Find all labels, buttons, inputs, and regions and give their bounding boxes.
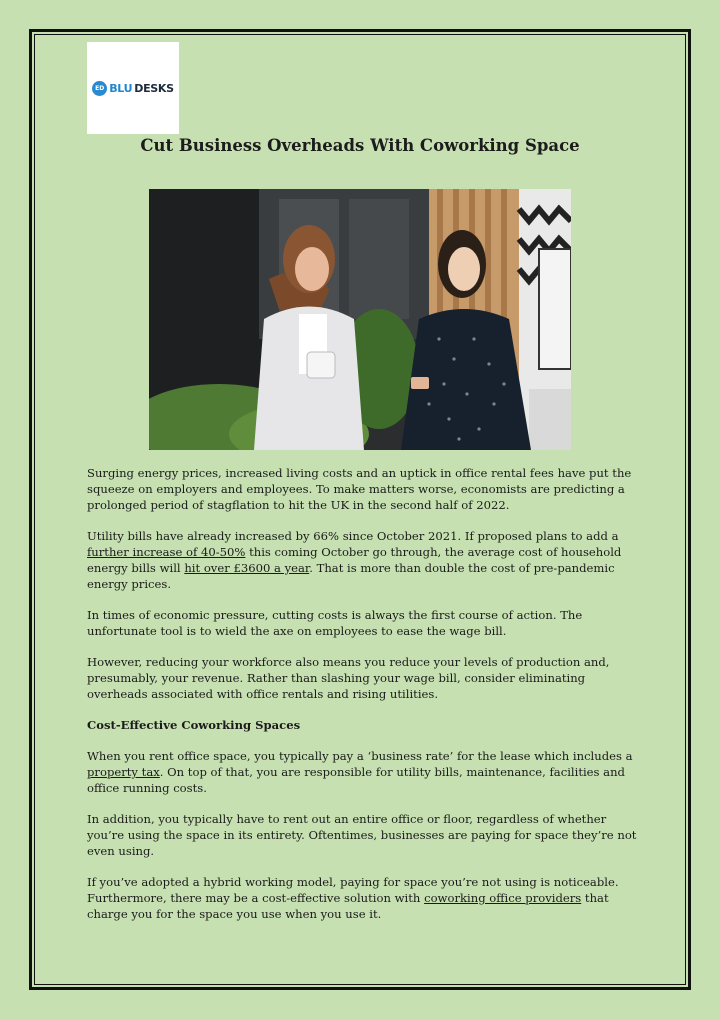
text-span: . That is more than double the cost of pre-pandemic energy prices.: [87, 561, 615, 591]
text-span: If you’ve adopted a hybrid working model, paying for space you’re not using is noticeable. Furthermore, there may be a cost-effective solution with: [87, 875, 619, 905]
logo-text-blu: BLU: [109, 81, 133, 95]
paragraph: [87, 528, 643, 592]
text-span: this coming October go through, the average cost of household energy bills will: [87, 545, 622, 575]
bludesks-logo: [92, 81, 174, 96]
logo-mark: ED: [92, 81, 107, 96]
paragraph: [87, 874, 643, 922]
logo-text-desks: DESKS: [134, 81, 174, 95]
page-title: Cut Business Overheads With Coworking Space: [140, 136, 580, 155]
text-span: that charge you for the space you use when you use it.: [87, 891, 609, 921]
article-body: [87, 465, 643, 937]
paragraph: In times of economic pressure, cutting costs is always the first course of action. The unfortunate tool is to wield the axe on employees to ease the wage bill.: [87, 608, 583, 638]
energy-increase-link[interactable]: further increase of 40-50%: [87, 545, 246, 559]
paragraph: In addition, you typically have to rent out an entire office or floor, regardless of whether you’re using the space in its entirety. Oftentimes, businesses are paying for space they’re not even using.: [87, 812, 637, 858]
paragraph: However, reducing your workforce also means you reduce your levels of production and, presumably, your revenue. Rather than slashing your wage bill, consider eliminating overheads associated with office rentals and rising utilities.: [87, 655, 610, 701]
hero-photo: [149, 189, 571, 450]
logo-box: [87, 42, 179, 134]
paragraph: [87, 748, 643, 796]
coworking-providers-link[interactable]: coworking office providers: [424, 891, 582, 905]
text-span: Utility bills have already increased by 66% since October 2021. If proposed plans to add a: [87, 529, 619, 543]
energy-bill-link[interactable]: hit over £3600 a year: [184, 561, 310, 575]
paragraph: Surging energy prices, increased living costs and an uptick in office rental fees have put the squeeze on employers and employees. To make matters worse, economists are predicting a prolonged period of stagflation to hit the UK in the second half of 2022.: [87, 466, 632, 512]
property-tax-link[interactable]: property tax: [87, 765, 160, 779]
text-span: . On top of that, you are responsible for utility bills, maintenance, facilities and office running costs.: [87, 765, 625, 795]
text-span: When you rent office space, you typically pay a ‘business rate’ for the lease which includes a: [87, 749, 633, 763]
section-heading: Cost-Effective Coworking Spaces: [87, 718, 301, 732]
